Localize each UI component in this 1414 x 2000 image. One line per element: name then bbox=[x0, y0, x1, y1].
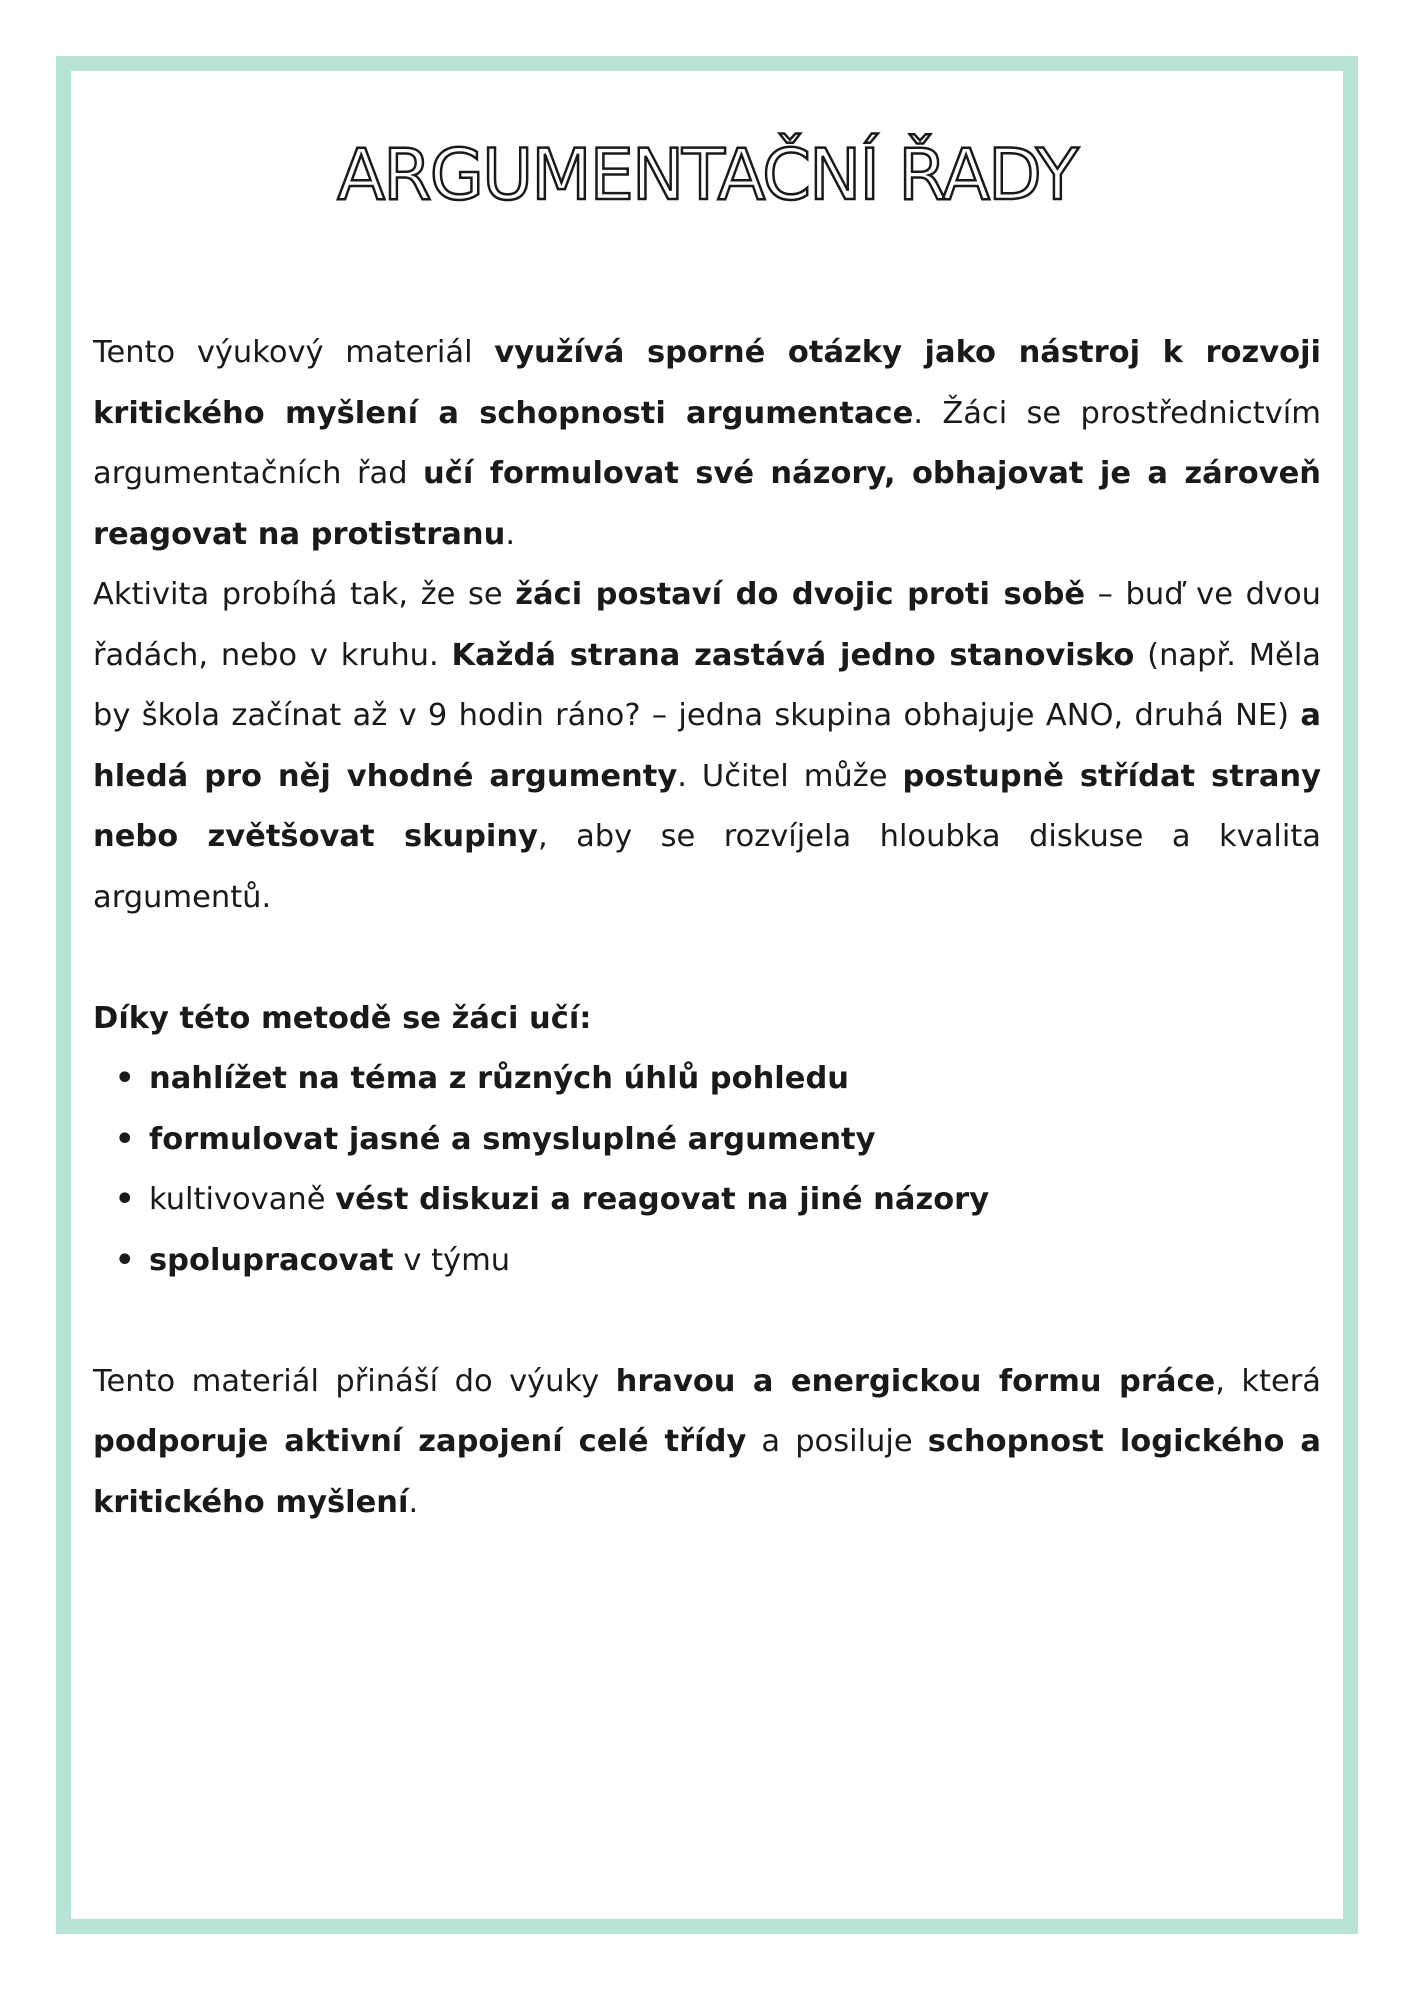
text-run: (např. Měla by škola začínat až v 9 hodin ráno? – jedna skupina obhajuje ANO, druhá NE) bbox=[93, 637, 1321, 733]
text-run: a posiluje bbox=[746, 1424, 928, 1459]
text-run: Aktivita probíhá tak, že se bbox=[93, 577, 516, 612]
text-run: . Žáci se prostřednictvím argumentačních řad bbox=[93, 395, 1321, 491]
conclusion-paragraph bbox=[93, 1352, 1321, 1534]
bold-run: spolupracovat bbox=[149, 1242, 394, 1278]
bold-run: Každá strana zastává jedno stanovisko bbox=[451, 637, 1135, 673]
page-title: ARGUMENTAČNÍ ŘADY bbox=[337, 134, 1077, 216]
text-run: , která bbox=[1215, 1363, 1321, 1399]
bold-run: podporuje aktivní zapojení celé třídy bbox=[93, 1424, 747, 1459]
text-run: Tento materiál přináší do výuky bbox=[93, 1363, 616, 1399]
list-item bbox=[93, 1110, 1321, 1171]
benefits-heading: Díky této metodě se žáci učí: bbox=[93, 1000, 592, 1036]
spacer bbox=[93, 1291, 1321, 1352]
text-run: kultivovaně bbox=[149, 1182, 336, 1217]
bold-run: a hledá pro něj vhodné argumenty bbox=[93, 698, 1321, 794]
text-run: . Učitel může bbox=[677, 758, 903, 794]
document-body bbox=[93, 323, 1321, 1533]
text-run: . bbox=[505, 516, 516, 552]
bullet-icon: • bbox=[115, 1061, 135, 1096]
intro-paragraph-2 bbox=[93, 565, 1321, 928]
bold-run: formulovat jasné a smysluplné argumenty bbox=[149, 1121, 876, 1157]
bold-run: schopnost logického a kritického myšlení bbox=[93, 1424, 1321, 1520]
bullet-icon: • bbox=[115, 1182, 135, 1217]
bold-run: učí formulovat své názory, obhajovat je a zároveň reagovat na protistranu bbox=[93, 456, 1321, 552]
bullet-icon: • bbox=[115, 1121, 135, 1157]
text-run: , aby se rozvíjela hloubka diskuse a kvalita argumentů. bbox=[93, 819, 1321, 915]
list-item bbox=[93, 1231, 1321, 1292]
text-run: – buď ve dvou řadách, nebo v kruhu. bbox=[93, 577, 1321, 673]
bold-run: využívá sporné otázky jako nástroj k rozvoji kritického myšlení a schopnosti argumentace bbox=[93, 335, 1321, 431]
text-run: v týmu bbox=[393, 1242, 511, 1278]
bold-run: nahlížet na téma z různých úhlů pohledu bbox=[149, 1061, 849, 1096]
bold-run: vést diskuzi a reagovat na jiné názory bbox=[335, 1182, 990, 1217]
bold-run: postupně střídat strany nebo zvětšovat skupiny bbox=[93, 758, 1321, 854]
text-run: . bbox=[408, 1484, 419, 1520]
bullet-icon: • bbox=[115, 1242, 135, 1278]
list-item bbox=[93, 1049, 1321, 1110]
list-item bbox=[93, 1170, 1321, 1231]
text-run: Tento výukový materiál bbox=[93, 335, 495, 370]
intro-paragraph-1 bbox=[93, 323, 1321, 565]
benefits-list bbox=[93, 1049, 1321, 1291]
bold-run: žáci postaví do dvojic proti sobě bbox=[515, 577, 1086, 612]
spacer bbox=[93, 928, 1321, 989]
bold-run: hravou a energickou formu práce bbox=[615, 1363, 1216, 1399]
